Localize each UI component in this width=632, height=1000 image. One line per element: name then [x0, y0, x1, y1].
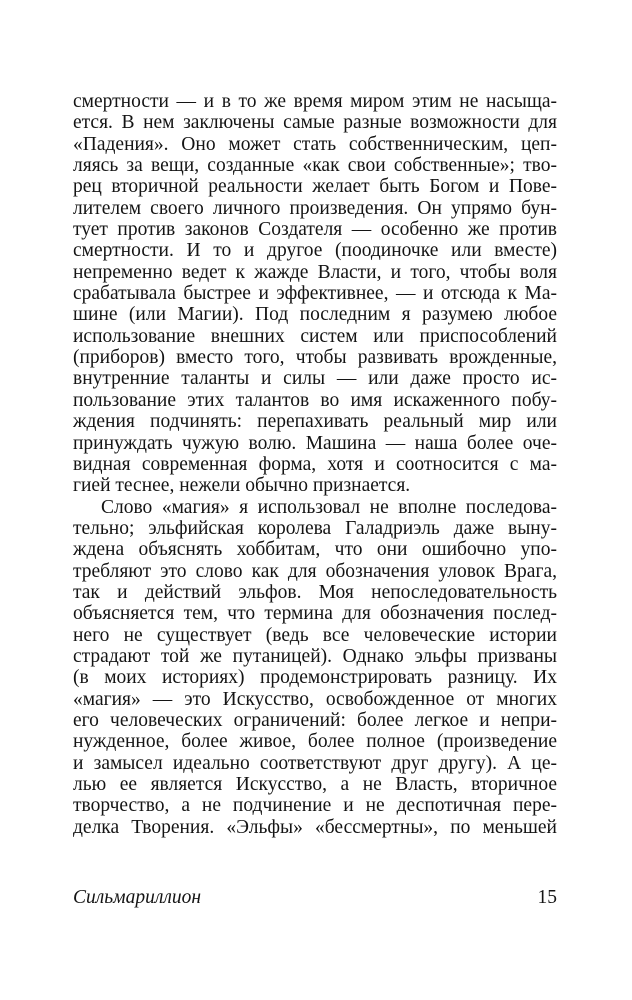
text-line: рец вторичной реальности желает быть Богом и Пове- [73, 176, 557, 198]
text-line: объясняется тем, что термина для обозначения послед- [73, 603, 557, 625]
text-line: принуждать чужую волю. Машина — наша более оче- [73, 432, 557, 454]
text-line: пользование этих талантов во имя искаженного побу- [73, 389, 557, 411]
text-line: так и действий эльфов. Моя непоследовательность [73, 581, 557, 603]
text-line: него не существует (ведь все человеческие истории [73, 624, 557, 646]
text-line: шине (или Магии). Под последним я разумею любое [73, 304, 557, 326]
text-line: делка Творения. «Эльфы» «бессмертны», по меньшей [73, 816, 557, 838]
text-line: внутренние таланты и силы — или даже просто ис- [73, 368, 557, 390]
page-body [73, 91, 557, 838]
text-line: требляют это слово как для обозначения уловок Врага, [73, 560, 557, 582]
text-line: и замысел идеально соответствуют друг другу). А це- [73, 752, 557, 774]
text-line: нужденное, более живое, более полное (произведение [73, 731, 557, 753]
paragraph-1 [73, 91, 557, 497]
text-line: ждена объяснять хоббитам, что они ошибочно упо- [73, 539, 557, 561]
text-line: «Падения». Оно может стать собственническим, цеп- [73, 133, 557, 155]
text-line: творчество, а не подчинение и не деспотичная пере- [73, 795, 557, 817]
text-line: лью ее является Искусство, а не Власть, вторичное [73, 774, 557, 795]
text-line: (приборов) вместо того, чтобы развивать врожденные, [73, 347, 557, 369]
text-line: «магия» — это Искусство, освобожденное от многих [73, 688, 557, 710]
text-line: страдают той же путаницей). Однако эльфы призваны [73, 645, 557, 667]
text-line: лителем своего личного произведения. Он упрямо бун- [73, 197, 557, 219]
text-line: непременно ведет к жажде Власти, и того, чтобы воля [73, 261, 557, 283]
text-line: смертности — и в то же время миром этим не насыща- [73, 91, 557, 112]
text-line: тельно; эльфийская королева Галадриэль даже выну- [73, 517, 557, 539]
running-title: Сильмариллион [73, 887, 202, 908]
text-line: использование внешних систем или приспособлений [73, 325, 557, 347]
paragraph-2 [73, 497, 557, 839]
page-number: 15 [537, 887, 557, 908]
text-line: ется. В нем заключены самые разные возможности для [73, 112, 557, 134]
text-line: (в моих историях) продемонстрировать разницу. Их [73, 667, 557, 689]
text-line: гией теснее, нежели обычно признается. [73, 475, 411, 497]
text-line: ждения подчинять: перепахивать реальный мир или [73, 411, 557, 433]
text-line: видная современная форма, хотя и соотносится с ма- [73, 453, 557, 475]
text-line: ляясь за вещи, созданные «как свои собственные»; тво- [73, 155, 557, 177]
text-line: тует против законов Создателя — особенно же против [73, 219, 557, 241]
text-line: срабатывала быстрее и эффективнее, — и отсюда к Ма- [73, 283, 557, 305]
text-line: Слово «магия» я использовал не вполне последова- [101, 496, 557, 518]
text-line: его человеческих ограничений: более легкое и непри- [73, 709, 557, 731]
text-line: смертности. И то и другое (поодиночке или вместе) [73, 240, 557, 262]
